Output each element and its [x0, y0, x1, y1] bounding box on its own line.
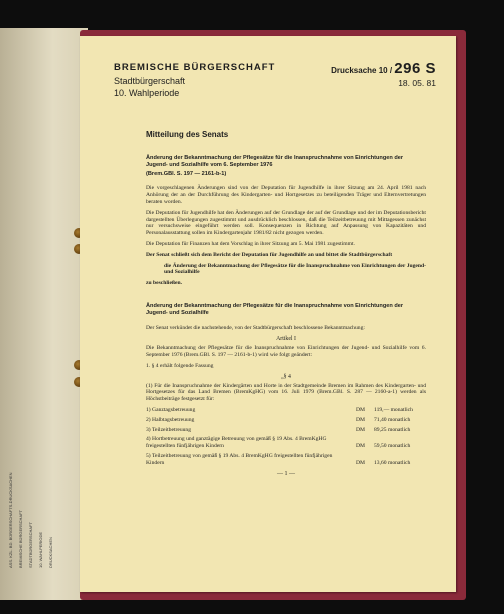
- block1-heading: Änderung der Bekanntmachung der Pflegesätze für die Inanspruchnahme von Einrichtungen der Jugend- und Sozialhilfe vom 6. September 1976: [146, 155, 404, 169]
- fee-currency: DM: [356, 426, 366, 433]
- block1-paragraph-6: zu beschließen.: [146, 280, 183, 287]
- page-number: — 1 —: [277, 470, 295, 477]
- drucksache-number: [331, 60, 436, 77]
- block2-paragraph-4: (1) Für die Inanspruchnahme der Kindergärten und Horte in der Stadtgemeinde Bremen im Rahmen des Kindergarten- und Hortgesetzes für das Land Bremen (BremKgHG) vom 16. Juli 1979 (Brem.GBl. S. 287 — 2160-a-1) werden als Höchstbeiträge festgesetzt für:: [146, 382, 426, 403]
- block2-paragraph-2: Die Bekanntmachung der Pflegesätze für die Inanspruchnahme von Einrichtungen der Jugend- und Sozialhilfe vom 6. September 1976 (Brem.GBl. S. 197 — 2161-b-1) wird wie folgt geändert:: [146, 345, 426, 358]
- fee-amount: 89,25 monatlich: [374, 426, 411, 433]
- block1-reference: (Brem.GBl. S. 197 — 2161-b-1): [146, 171, 227, 178]
- document-page: [80, 36, 456, 592]
- drucksache-label: Drucksache 10 /: [331, 66, 393, 75]
- block1-paragraph-4: Der Senat schließt sich dem Bericht der Deputation für Jugendhilfe an und bittet die Stadtbürgerschaft: [146, 251, 393, 258]
- fee-amount: 119,— monatlich: [374, 406, 413, 413]
- document-date: 18. 05. 81: [398, 78, 436, 88]
- header-title: BREMISCHE BÜRGERSCHAFT: [114, 62, 276, 73]
- fee-label: 2) Halbtagsbetreuung: [146, 416, 195, 423]
- block2-heading: Änderung der Bekanntmachung der Pflegesätze für die Inanspruchnahme von Einrichtungen der Jugend- und Sozialhilfe: [146, 302, 404, 317]
- spine-text-5: DRUCKSACHEN: [48, 537, 53, 568]
- fee-label: 3) Teilzeitbetreuung: [146, 426, 192, 433]
- block1-paragraph-5: die Änderung der Bekanntmachung der Pflegesätze für die Inanspruchnahme von Einrichtungen der Jugend- und Sozialhilfe: [164, 262, 426, 276]
- fee-row: [146, 427, 426, 434]
- drucksache-value: 296 S: [394, 60, 436, 77]
- fee-row: [146, 436, 426, 450]
- binder-spine: [0, 28, 88, 600]
- block1-paragraph-1: Die vorgeschlagenen Änderungen sind von der Deputation für Jugendhilfe in ihrer Sitzung am 24. April 1981 nach Anhörung der an der Durchführung des Kindergarten- und Hortgesetzes zu beteiligenden Träger und Elternvertretungen beraten worden.: [146, 185, 426, 205]
- block1-paragraph-3: Die Deputation für Finanzen hat dem Vorschlag in ihrer Sitzung am 5. Mai 1981 zugestimmt.: [146, 240, 355, 247]
- header-subtitle-chamber: Stadtbürgerschaft: [114, 76, 186, 86]
- section-title: Mitteilung des Senats: [146, 130, 229, 139]
- fee-currency: DM: [356, 459, 366, 466]
- spine-text-1: ASS. KZL. BD. BÜRGERSCHAFTS-DRUCKSACHEN: [8, 472, 13, 568]
- spine-text-4: 10. WAHLPERIODE: [38, 531, 43, 568]
- header-subtitle-period: 10. Wahlperiode: [114, 88, 180, 98]
- fee-amount: 71,40 monatlich: [374, 416, 411, 423]
- fee-currency: DM: [356, 443, 366, 450]
- fee-row: [146, 407, 426, 414]
- fee-amount: 59,50 monatlich: [374, 443, 411, 450]
- fee-label: 1) Ganztagsbetreuung: [146, 406, 196, 413]
- block2-paragraph-symbol: „§ 4: [281, 373, 291, 380]
- fee-currency: DM: [356, 416, 366, 423]
- fee-list: [146, 407, 426, 467]
- fee-label: 5) Teilzeitbetreuung von gemäß § 19 Abs. 4 BremKgHG freigestellten fünfjährigen Kindern: [146, 452, 333, 466]
- spine-text-2: BREMISCHE BÜRGERSCHAFT: [18, 509, 23, 568]
- spine-text-3: STADTBÜRGERSCHAFT: [28, 522, 33, 568]
- fee-currency: DM: [356, 406, 366, 413]
- block2-paragraph-1: Der Senat verkündet die nachstehende, von der Stadtbürgerschaft beschlossene Bekanntmachung:: [146, 325, 365, 332]
- fee-row: [146, 417, 426, 424]
- block2-artikel: Artikel I: [276, 336, 296, 343]
- block1-paragraph-2: Die Deputation für Jugendhilfe hat den Änderungen auf der Grundlage der auf der Grundlage und der im Deputationsbericht dargestellten Überlegungen zugestimmt und ausdrücklich beschlossen, daß die Teilzeitbetreuung mit Mittagessen zunächst nur versuchsweise eingeführt werden soll. Konsequenzen in Richtung auf Anpassung von Kapazitäten und Personalausstattung sollen im Kindergartenjahr 1981/82 nicht gezogen werden.: [146, 209, 426, 237]
- document-body: [146, 130, 426, 477]
- fee-label: 4) Hortbetreuung und ganztägige Betreuung von gemäß § 19 Abs. 4 BremKgHG freigestellten fünfjährigen Kindern: [146, 436, 327, 450]
- fee-amount: 13,60 monatlich: [374, 459, 411, 466]
- fee-row: [146, 453, 426, 467]
- block2-paragraph-3: 1. § 4 erhält folgende Fassung: [146, 362, 214, 369]
- spine-label-strip: [2, 58, 76, 578]
